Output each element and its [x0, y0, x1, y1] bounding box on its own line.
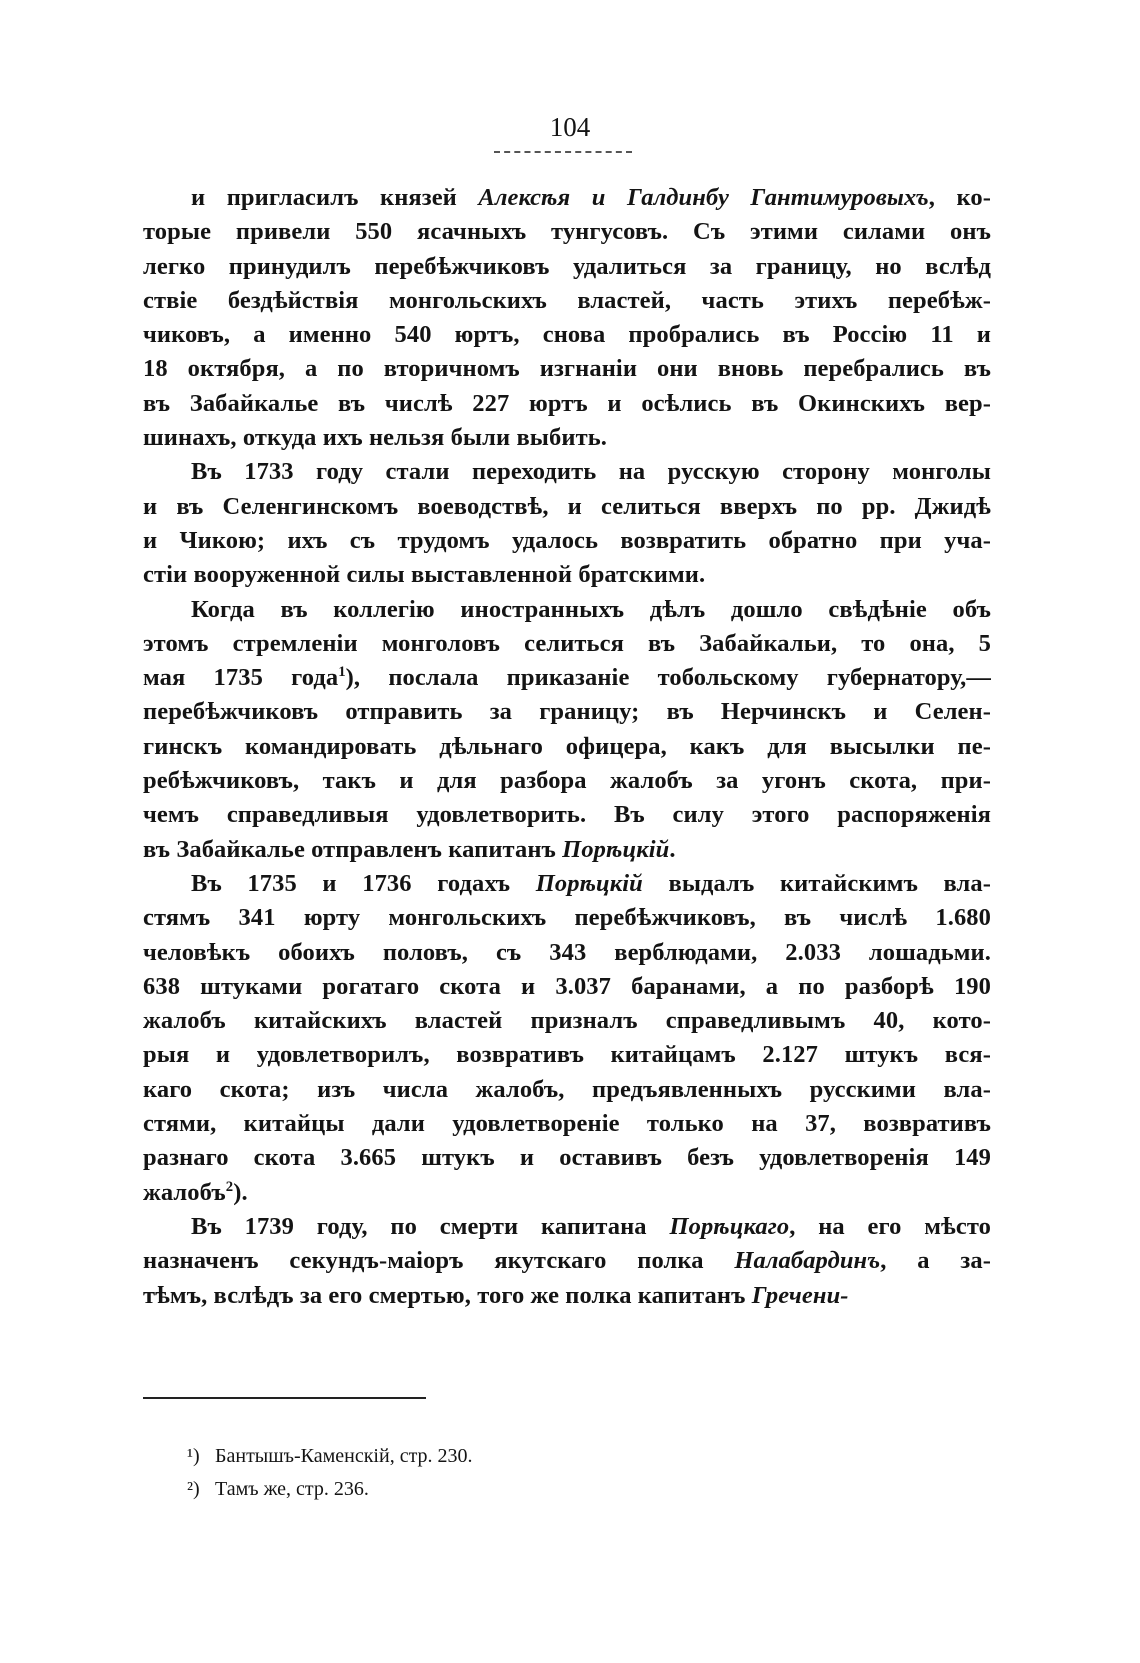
text-line: [143, 387, 991, 421]
text-run: этомъ стремленіи монголовъ селиться въ Забайкальи, то она, 5: [143, 629, 991, 657]
text-run: гинскъ командировать дѣльнаго офицера, какъ для высылки пе-: [143, 732, 991, 760]
text-run: ствіе бездѣйствія монгольскихъ властей, часть этихъ перебѣж-: [143, 286, 991, 314]
italic-name: Порѣцкій: [535, 869, 643, 897]
italic-name: Налабардинъ: [734, 1247, 881, 1275]
text-run: ребѣжчиковъ, такъ и для разбора жалобъ за угонъ скота, при-: [143, 767, 991, 795]
text-line: [143, 455, 991, 489]
italic-name: Порѣцкаго: [669, 1212, 790, 1240]
text-run: человѣкъ обоихъ половъ, съ 343 верблюдами, 2.033 лошадьми.: [143, 938, 991, 966]
footnote-mark: ²): [187, 1478, 200, 1500]
text-run: тѣмъ, вслѣдъ за его смертью, того же полка капитанъ: [143, 1281, 752, 1309]
text-line: [143, 215, 991, 249]
text-run: стіи вооруженной силы выставленной братскими.: [143, 561, 706, 589]
text-run: стями, китайцы дали удовлетвореніе только на 37, возвративъ: [143, 1110, 991, 1138]
footnote: [187, 1440, 473, 1473]
text-run: шинахъ, откуда ихъ нельзя были выбить.: [143, 424, 607, 452]
text-line: [143, 627, 991, 661]
text-line: [143, 490, 991, 524]
italic-name: Гречени-: [751, 1281, 849, 1309]
text-line: [143, 1141, 991, 1175]
text-line: [143, 181, 991, 215]
text-line: [143, 284, 991, 318]
italic-name: Алексѣя и Галдинбу Гантимуровыхъ: [478, 184, 929, 211]
text-run: чемъ справедливыя удовлетворить. Въ силу этого распоряженія: [143, 801, 991, 829]
text-line: [143, 695, 991, 729]
text-run: , на его мѣсто: [789, 1212, 991, 1240]
text-line: [143, 250, 991, 284]
text-line: [143, 936, 991, 970]
text-line: [143, 798, 991, 832]
text-run: стямъ 341 юрту монгольскихъ перебѣжчиковъ, въ числѣ 1.680: [143, 904, 991, 932]
text-run: ).: [233, 1178, 248, 1206]
text-run: 638 штуками рогатаго скота и 3.037 баранами, а по разборѣ 190: [143, 972, 991, 1000]
text-run: , ко-: [928, 184, 991, 211]
text-line: [143, 1107, 991, 1141]
text-run: разнаго скота 3.665 штукъ и оставивъ безъ удовлетворенія 149: [143, 1144, 991, 1172]
text-line: [143, 901, 991, 935]
text-line: [143, 661, 991, 695]
text-run: перебѣжчиковъ отправить за границу; въ Нерчинскъ и Селен-: [143, 698, 991, 726]
text-line: [143, 970, 991, 1004]
text-line: [143, 1038, 991, 1072]
text-line: [143, 1210, 991, 1244]
text-run: чиковъ, а именно 540 юртъ, снова пробрались въ Россію 11 и: [143, 321, 991, 349]
text-run: торые привели 550 ясачныхъ тунгусовъ. Съ этими силами онъ: [143, 218, 991, 246]
body-text: [143, 181, 991, 1313]
text-line: [143, 593, 991, 627]
text-line: [143, 1176, 991, 1210]
footnote-text: Тамъ же, стр. 236.: [215, 1478, 369, 1500]
text-run: назначенъ секундъ-маіоръ якутскаго полка: [143, 1247, 735, 1275]
footnote-reference: 1: [338, 664, 346, 680]
footnotes: [187, 1440, 473, 1506]
text-run: жалобъ: [143, 1178, 226, 1206]
text-line: [143, 1244, 991, 1278]
text-line: [143, 867, 991, 901]
text-line: [143, 352, 991, 386]
text-line: [143, 421, 991, 455]
text-run: Въ 1733 году стали переходить на русскую сторону монголы: [191, 458, 991, 486]
text-run: Въ 1739 году, по смерти капитана: [191, 1212, 670, 1240]
text-run: и въ Селенгинскомъ воеводствѣ, и селиться вверхъ по рр. Джидѣ: [143, 492, 991, 520]
text-line: [143, 1073, 991, 1107]
text-run: въ Забайкалье отправленъ капитанъ: [143, 835, 563, 863]
text-run: легко принудилъ перебѣжчиковъ удалиться за границу, но вслѣд: [143, 252, 991, 280]
text-line: [143, 1279, 991, 1313]
text-run: каго скота; изъ числа жалобъ, предъявленныхъ русскими вла-: [143, 1075, 991, 1103]
text-run: рыя и удовлетворилъ, возвративъ китайцамъ 2.127 штукъ вся-: [143, 1041, 991, 1069]
text-run: 18 октября, а по вторичномъ изгнаніи они вновь перебрались въ: [143, 355, 991, 383]
footnote-rule: [143, 1397, 426, 1399]
italic-name: Порѣцкій: [562, 835, 670, 863]
page-number-rule: [494, 151, 632, 153]
text-run: , а за-: [880, 1247, 991, 1275]
footnote: [187, 1473, 473, 1506]
text-run: ), послала приказаніе тобольскому губернатору,—: [345, 664, 991, 692]
text-line: [143, 524, 991, 558]
text-run: .: [669, 835, 676, 863]
text-run: и пригласилъ князей: [191, 184, 479, 211]
text-run: и Чикою; ихъ съ трудомъ удалось возвратить обратно при уча-: [143, 526, 991, 554]
text-line: [143, 730, 991, 764]
text-line: [143, 764, 991, 798]
footnote-reference: 2: [225, 1178, 234, 1195]
text-run: Когда въ коллегію иностранныхъ дѣлъ дошло свѣдѣніе объ: [191, 595, 991, 623]
footnote-mark: ¹): [187, 1445, 200, 1467]
text-run: въ Забайкалье въ числѣ 227 юртъ и осѣлись въ Окинскихъ вер-: [143, 389, 991, 417]
text-line: [143, 833, 991, 867]
text-run: Въ 1735 и 1736 годахъ: [191, 869, 536, 897]
text-run: выдалъ китайскимъ вла-: [642, 869, 991, 897]
text-run: жалобъ китайскихъ властей призналъ справедливымъ 40, кото-: [143, 1007, 991, 1035]
text-line: [143, 318, 991, 352]
text-run: мая 1735 года: [143, 664, 339, 692]
page-number: 104: [549, 112, 591, 142]
text-line: [143, 1004, 991, 1038]
text-line: [143, 558, 991, 592]
footnote-text: Бантышъ-Каменскій, стр. 230.: [215, 1445, 473, 1467]
